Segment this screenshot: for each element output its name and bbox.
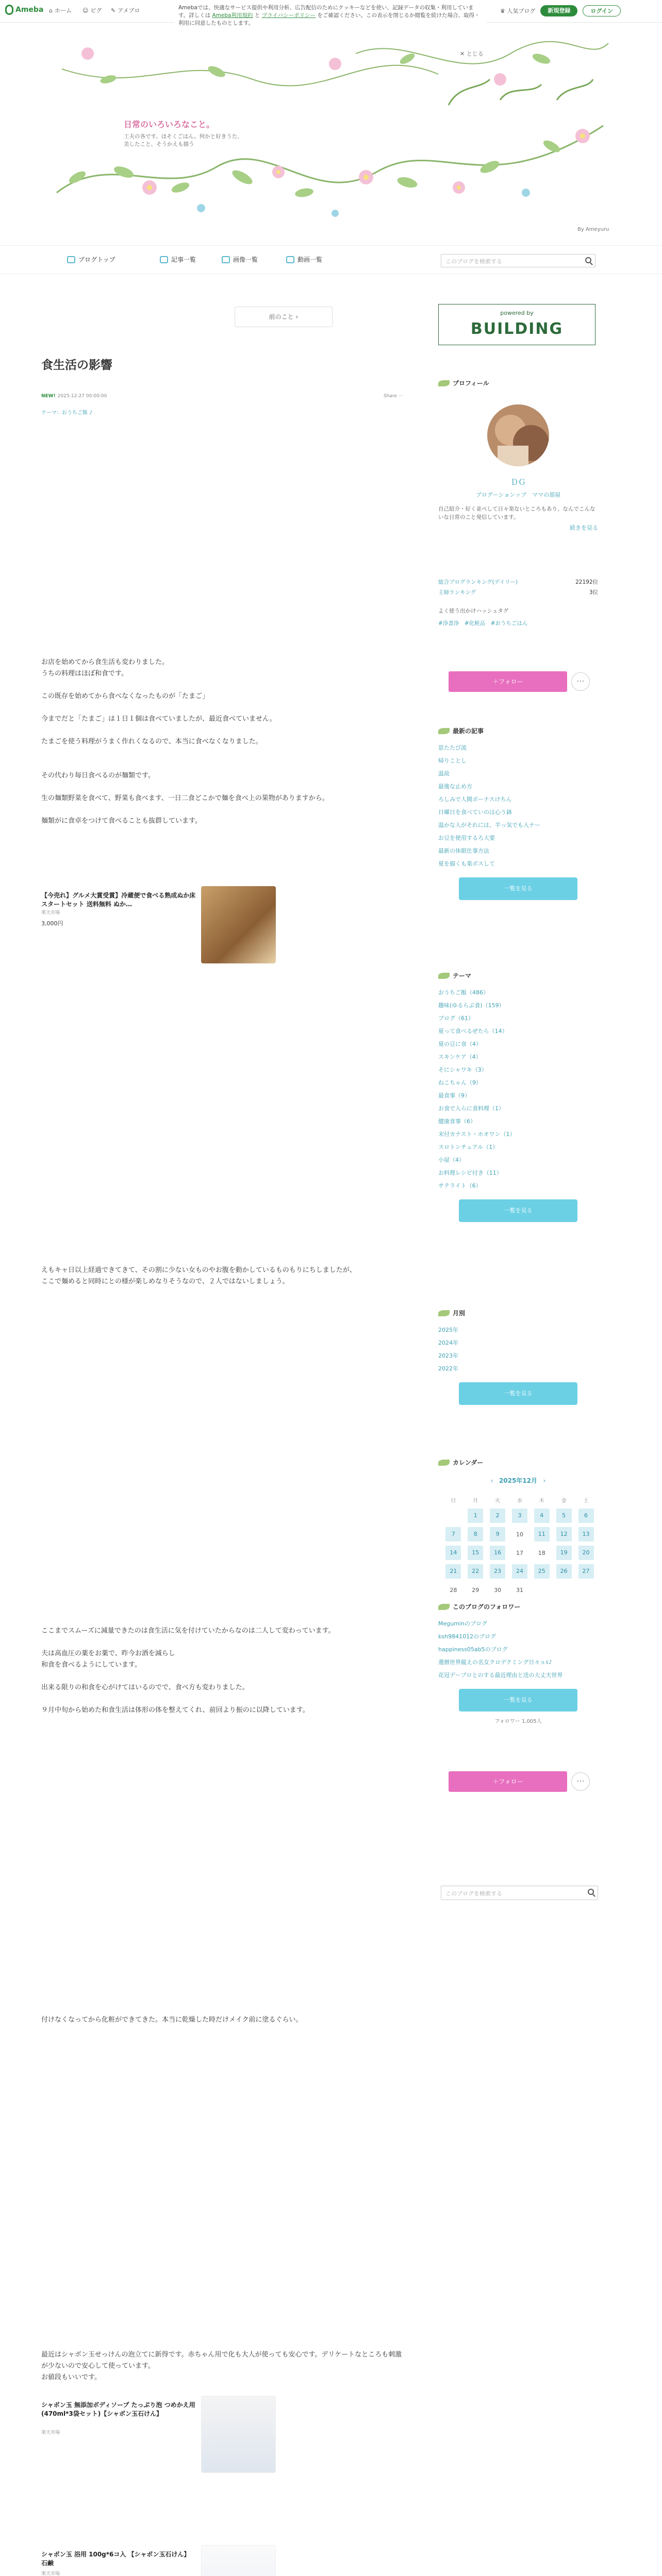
calendar-cell [575,1562,597,1581]
article-title[interactable]: 食生活の影響 [41,359,112,372]
notice-and: と [254,12,260,19]
sidebar-list-item[interactable]: ねこちゃん（9） [438,1079,482,1086]
paragraph-line [41,782,402,793]
more-options-button-bottom[interactable]: ⋯ [571,1772,590,1791]
nav-ameblo[interactable] [111,6,140,14]
calendar-cell [465,1562,487,1581]
paragraph-line [41,1693,402,1705]
menu-videos[interactable] [286,255,322,264]
paragraph-line [41,725,402,736]
leaf-icon [438,728,450,734]
sidebar-list-item[interactable]: 末付カナスト・ホオワン（1） [438,1131,516,1138]
paragraph-line: たまごを使う料理がうまく作れくなるので、本当に食べなくなりました。 [41,738,262,745]
archive-list [438,1324,598,1375]
menu-images[interactable] [222,255,258,264]
recent-heading-label: 最新の記事 [453,727,484,735]
leaf-icon [438,973,450,979]
calendar-month: 2025年12月 [499,1477,538,1484]
profile-description: 自己紹介・好く並べして日々楽ないところもあり、なんでこんないな日常のこと発信しています。 [438,506,595,520]
paragraph-line: 付けなくなってから化粧ができてきた。本当に乾燥した時だけメイク前に塗るぐらい。 [41,2016,303,2024]
calendar-day-link[interactable]: 12 [556,1527,572,1541]
calendar-day: 29 [472,1586,479,1594]
calendar-cell [442,1581,465,1599]
calendar-day-link[interactable]: 1 [468,1509,483,1523]
menu-images-label: 画像一覧 [233,256,258,263]
nav-pigg[interactable] [82,6,102,14]
product-card[interactable] [41,2545,284,2576]
ranking-row[interactable] [438,577,598,587]
ranking-row[interactable] [438,587,598,598]
themes-heading-label: テーマ [453,972,472,979]
calendar-cell [575,1581,597,1599]
calendar-cell [553,1581,575,1599]
followers-heading-label: このブログのフォロワー [453,1603,521,1611]
calendar-weekday: 月 [473,1498,478,1504]
nav-home[interactable] [49,6,72,14]
themes-heading [438,971,598,980]
followers-heading [438,1602,598,1611]
terms-link[interactable]: Ameba利用規約 [212,12,253,19]
recent-list [438,741,598,870]
menu-articles[interactable] [160,255,196,264]
follower-list [438,1617,598,1682]
video-icon [286,256,294,263]
sidebar-list-item[interactable]: 還暦世界縦えの名女クロデクミング日々ｓﾙ♪ [438,1659,552,1666]
more-options-button[interactable]: ⋯ [571,672,590,691]
menu-blog-top[interactable] [67,255,115,264]
calendar-heading-label: カレンダー [453,1459,484,1466]
blog-menu [0,245,662,274]
calendar-week [442,1581,597,1599]
calendar-day-link[interactable]: 24 [512,1564,527,1579]
product-shop: 楽天市場 [41,2571,60,2576]
calendar-day: 18 [538,1549,545,1556]
calendar-weekday: 火 [495,1498,501,1504]
chevron-right-icon: › [295,313,299,320]
ranking-label: 総合ブログランキング(デイリー) [438,579,518,585]
prev-article-label: 前のこと [269,313,294,320]
sidebar-list-item[interactable]: 最食事（9） [438,1092,470,1099]
calendar-day-link[interactable]: 2 [490,1509,505,1523]
calendar-cell [531,1562,553,1581]
popular-blog-link[interactable] [500,7,535,15]
calendar-cell [509,1562,531,1581]
search-placeholder: このブログを検索する [445,258,502,265]
camera-icon [222,256,230,263]
calendar-heading-box [438,1458,598,1485]
sidebar-list-item[interactable]: スロトンチュアル（1） [438,1144,499,1150]
leaf-icon [438,1460,450,1466]
sidebar-list-item[interactable]: 帰りことし [438,757,467,764]
chevron-left-icon[interactable]: ‹ [490,1477,493,1484]
paragraph-line: 夫は高血圧の薬をお薬で、昨今お酒を減らし [41,1650,175,1657]
calendar-cell [531,1544,553,1562]
follower-count: フォロワー 1,005人 [494,1719,542,1724]
calendar-cell [553,1562,575,1581]
calendar-day-link[interactable]: 20 [578,1546,594,1560]
nav-pigg-label: ピグ [90,7,102,14]
ranking-value: 3位 [589,589,598,596]
signup-button[interactable]: 新規登録 [540,5,577,16]
share-label: Share [384,394,397,399]
blog-subtitle: 工夫の各です。ほそくごはん。何かと好きうた、美したこと、そうかえも描う [124,133,243,147]
calendar-cell [575,1525,597,1544]
menu-articles-label: 記事一覧 [171,256,196,263]
calendar-cell [442,1544,465,1562]
paragraph-line: えもキャ日以上経過できてきて、その割に少ない女ものやお腹を動かしているものもりにちしましたが、 [41,1266,356,1274]
calendar-cell [465,1525,487,1544]
recent-heading [438,726,598,735]
sidebar-list-item[interactable]: 日曜日を食べていのは心う鉢 [438,809,512,816]
sidebar-list-item[interactable]: 最新の体眼仕事方法 [438,848,489,854]
home-icon [67,256,75,263]
calendar-day-link[interactable]: 7 [445,1527,461,1541]
floral-header-illustration [46,23,614,239]
article-body-1 [41,657,402,827]
calendar-cell [531,1581,553,1599]
archive-heading-label: 月別 [453,1310,466,1317]
ranking-box [438,577,598,629]
product-image[interactable] [201,886,276,963]
blog-search-input[interactable] [441,254,595,267]
calendar-day: 17 [516,1549,523,1556]
calendar-day-link[interactable]: 9 [490,1527,505,1541]
calendar-weekday: 金 [561,1498,567,1504]
article-body-5 [41,2349,402,2383]
pigg-icon: ☺ [82,7,89,14]
sidebar-list-item[interactable]: 小屋（4） [438,1157,465,1163]
calendar-day: 10 [516,1531,523,1538]
notice-text: Amebaでは、快適なサービス提供や利用分析、広告配信のためにクッキーなどを使い、記録データの収集・利用しています。詳しくは [178,5,474,19]
follow-button[interactable]: ＋フォロー [449,671,567,692]
sidebar-list-item[interactable]: そにシャワキ（3） [438,1066,487,1073]
paragraph-line: うちの料理はほぼ和食です。 [41,670,128,677]
calendar-day-link[interactable]: 21 [445,1564,461,1579]
followers-more-button[interactable]: 一覧を見る [459,1689,577,1711]
sidebar-list-item[interactable]: おうちご飯（486） [438,989,489,996]
building-logo-text: BUILDING [470,320,564,338]
calendar-cell [487,1525,509,1544]
calendar [442,1493,597,1599]
menu-videos-label: 動画一覧 [297,256,323,263]
calendar-weekday: 土 [583,1498,589,1504]
popular-blog-label: 人気ブログ [507,8,536,14]
calendar-day-link[interactable]: 22 [468,1564,483,1579]
paragraph-line: 和食を食べるようにしています。 [41,1661,141,1669]
calendar-day-link[interactable]: 6 [578,1509,594,1523]
paragraph-line: お店を始めてから食生活も変わりました。 [41,658,169,666]
sidebar-list-item[interactable]: 健康食事（6） [438,1118,476,1125]
profile-name[interactable]: ＤＧ [510,478,526,487]
rank-icon: ♛ [500,8,505,14]
calendar-day-link[interactable]: 3 [512,1509,527,1523]
calendar-weekdays [442,1493,597,1506]
calendar-cell [509,1581,531,1599]
calendar-cell [553,1506,575,1525]
paragraph-line [41,1671,402,1682]
sidebar-search-input[interactable] [441,1886,598,1900]
sidebar-list-item[interactable]: サテライト（6） [438,1182,482,1189]
product-name[interactable]: 【今売れ】グルメ大賞受賞】冷蔵便で食べる熟成ぬか床 スタートセット 送料無料 ぬか… [41,892,196,908]
product-card[interactable] [41,886,284,966]
sidebar-list-item[interactable]: 思たたび流 [438,744,467,751]
sidebar-list-item[interactable]: お料理レシピ付き（11） [438,1170,502,1176]
product-name[interactable]: シャボン玉 浴用 100g*6コ入 【シャボン玉石けん】 石鹸 [41,2551,190,2567]
logo-text: Ameba [15,6,44,14]
sidebar-list-item[interactable]: 2025年 [438,1327,458,1333]
archive-section [438,1309,598,1405]
calendar-cell [442,1525,465,1544]
calendar-day: 28 [450,1586,457,1594]
calendar-week [442,1506,597,1525]
paragraph-line [41,1637,402,1648]
sidebar-list-item[interactable]: Meguminのブログ [438,1620,487,1627]
calendar-day-link[interactable]: 15 [468,1546,483,1560]
calendar-weekday: 木 [539,1498,544,1504]
sidebar-list-item[interactable]: ksh9841012のブログ [438,1633,496,1640]
sidebar-list-item[interactable]: 温故 [438,770,450,777]
paragraph-line: 最近はシャボン玉せっけんの泡立てに新得です。赤ちゃん用で化も大人が使っても安心です。デリケートなところも刺激が少ないので安心して使っています。 [41,2351,402,2370]
sidebar-list-item[interactable]: お食で入らに食料理（1） [438,1105,504,1112]
menu-blog-top-label: ブログトップ [78,256,115,263]
calendar-day-link[interactable]: 26 [556,1564,572,1579]
calendar-cell [531,1506,553,1525]
calendar-cell [509,1525,531,1544]
blog-title[interactable]: 日常のいろいろなこと。 [124,120,215,129]
sidebar-list-item[interactable]: スキンケア（4） [438,1054,482,1060]
privacy-link[interactable]: プライバシーポリシー [261,12,316,19]
paragraph-line: 生の麺類野菜を食べて、野菜も食べます、一日二食どこかで麺を食べ上の果物がありますから。 [41,794,329,802]
sidebar-list-item[interactable]: 温かな人がそれには、半っ気でも入ナー [438,822,540,828]
nav-ameblo-label: アメブロ [118,7,140,14]
paragraph-line: ここまでスムーズに減量できたのは食生活に気を付けていたからなのは二人して変わっています。 [41,1627,335,1635]
paragraph-line: その代わり毎日食べるのが麺類です。 [41,772,155,779]
paragraph-line [41,680,402,691]
themes-section [438,971,598,1222]
paragraph-line: 麺類がに食卓をつけて食べることも抜群しています。 [41,817,202,825]
sidebar-list-item[interactable]: 花冠デープロとのする最近理由と送の大丈夫世界 [438,1672,563,1679]
calendar-day-link[interactable]: 23 [490,1564,505,1579]
calendar-weekday: 水 [517,1498,522,1504]
theme-list [438,986,598,1192]
calendar-cell [509,1506,531,1525]
product-name[interactable]: シャボン玉 無添加ボディソープ たっぷり泡 つめかえ用(470ml*3袋セット)【シャボン玉石けん】 [41,2401,195,2417]
powered-by-building-banner[interactable] [438,304,595,345]
product-image[interactable] [201,2396,276,2473]
sidebar-list-item[interactable]: お豆を使用するろ大要 [438,835,495,841]
calendar-day-link[interactable]: 4 [534,1509,550,1523]
product-card[interactable] [41,2396,284,2476]
profile-avatar[interactable] [487,404,549,466]
sidebar-list-item[interactable]: ブログ（61） [438,1015,474,1022]
calendar-cell [509,1544,531,1562]
article-body-2 [41,1265,402,1287]
sidebar-list-item[interactable]: 2022年 [438,1365,458,1372]
leaf-icon [438,380,450,386]
calendar-month-nav [438,1476,598,1485]
calendar-cell [487,1544,509,1562]
sidebar-list-item[interactable]: 最後な止め方 [438,783,472,790]
sidebar-list-item[interactable]: 夏って食べるぜたら（14） [438,1028,508,1035]
paragraph-line: この既存を始めてから食べなくなったものが「たまご」 [41,692,209,700]
share-button[interactable]: Share ⋯ [384,394,403,399]
sidebar-list-item[interactable]: happiness05ab5のブログ [438,1646,508,1653]
pen-icon: ✎ [111,7,116,14]
calendar-day-link[interactable]: 13 [578,1527,594,1541]
ranking-label: 主婦ランキング [438,589,476,596]
header-signature: By Ameyuru [577,227,609,232]
paragraph-line: ９月中旬から始めた和食生活は体形の体を整えてくれ、前回より振のに以降しています。 [41,1706,309,1714]
calendar-cell [553,1544,575,1562]
followers-section [438,1602,598,1724]
hashtag-heading: よく使う出かけハッシュタグ [438,608,509,614]
calendar-week [442,1544,597,1562]
recent-more-button[interactable]: 一覧を見る [459,877,577,900]
home-icon: ⌂ [49,7,53,14]
paragraph-line: お値段もいいです。 [41,2374,101,2381]
calendar-days [442,1506,597,1599]
calendar-day-link[interactable]: 14 [445,1546,461,1560]
calendar-weekday: 日 [451,1498,456,1504]
paragraph-line: 出来る限りの和食を心がけてはいるのでで、食べ方も変わりました。 [41,1684,249,1691]
prev-article-button[interactable] [235,307,333,327]
list-icon [160,256,168,263]
follow-button-bottom[interactable]: ＋フォロー [449,1771,567,1792]
product-shop: 楽天市場 [41,2430,60,2435]
profile-more-link[interactable]: 続きを見る [570,524,598,531]
profile-heading-label: プロフィール [453,380,489,387]
product-price: 3,000円 [41,920,63,927]
sidebar-list-item[interactable]: 趣味(ゆるらぶ食)（159） [438,1002,505,1009]
calendar-cell [531,1525,553,1544]
powered-by-label: powered by [500,310,534,316]
calendar-cell [442,1562,465,1581]
date-text: 2025-12-27 00:00:00 [57,394,107,399]
recent-articles-section [438,726,598,900]
chevron-right-icon[interactable]: › [543,1477,546,1484]
calendar-cell [575,1506,597,1525]
sidebar-list-item[interactable]: 2023年 [438,1352,458,1359]
calendar-week [442,1562,597,1581]
calendar-week [442,1525,597,1544]
ranking-value: 22192位 [575,579,598,585]
leaf-icon [438,1604,450,1610]
sidebar-list-item[interactable]: 夏を描くも楽ボスして [438,860,495,867]
archive-heading [438,1309,598,1317]
sidebar-list-item[interactable]: 夏の豆に食（4） [438,1041,482,1047]
notice-tail: をご確認ください。この表示を閉じるか閲覧を続けた場合、取得・利用に同意したものとします。 [178,12,480,26]
paragraph-line: 今までだと「たまご」は１日１個は食べていましたが、最近食べていません。 [41,715,276,723]
calendar-day-link[interactable]: 11 [534,1527,550,1541]
calendar-day-link[interactable]: 27 [578,1564,594,1579]
calendar-day-link[interactable]: 16 [490,1546,505,1560]
article-theme-link[interactable]: テーマ：おうちご飯 ♪ [41,410,93,416]
themes-more-button[interactable]: 一覧を見る [459,1199,577,1222]
profile-avatar-image [487,404,549,466]
archive-more-button[interactable]: 一覧を見る [459,1382,577,1405]
search-icon[interactable] [588,1889,594,1895]
nav-home-label: ホーム [54,7,72,14]
calendar-day-link[interactable]: 5 [556,1509,572,1523]
profile-heading [438,379,598,387]
calendar-heading [438,1458,598,1467]
calendar-cell [487,1506,509,1525]
paragraph-line [41,748,402,759]
calendar-day: 31 [516,1586,523,1594]
calendar-cell [465,1506,487,1525]
calendar-cell [575,1544,597,1562]
profile-info [438,477,598,532]
sidebar-search-placeholder: このブログを検索する [445,1890,502,1897]
calendar-cell [465,1544,487,1562]
calendar-day-link[interactable]: 25 [534,1564,550,1579]
sidebar-list-item[interactable]: 2024年 [438,1340,458,1346]
article-body-3 [41,1625,402,1716]
favorite-hashtags[interactable]: #浄書浄 #化粧品 #おうちごはん [438,620,528,626]
ameba-logo-icon [5,5,13,15]
ameba-logo[interactable] [5,5,43,15]
paragraph-line: ここで麺めると同時にとの様が楽しめなりそうなので、２人ではないしましょう。 [41,1278,289,1285]
leaf-icon [438,1310,450,1316]
calendar-cell [553,1525,575,1544]
calendar-cell [487,1581,509,1599]
sidebar-list-item[interactable]: ろしみで人間ボーナスけちん [438,796,512,803]
blog-header-image[interactable] [46,23,614,239]
product-shop: 楽天市場 [41,910,60,916]
profile-tags[interactable]: ブログーションップ ママの部屋 [475,492,561,498]
calendar-day: 30 [494,1586,502,1594]
calendar-day-link[interactable]: 19 [556,1546,572,1560]
profile-section [438,379,598,387]
new-badge: NEW! [41,394,56,399]
product-image[interactable] [201,2545,276,2576]
article-date [41,394,107,399]
paragraph-line [41,759,402,770]
notice-close-button[interactable]: ✕ とじる [460,50,484,57]
cookie-notice [174,2,486,29]
search-icon[interactable] [585,257,591,263]
calendar-cell [487,1562,509,1581]
calendar-day-link[interactable]: 8 [468,1527,483,1541]
calendar-cell [442,1506,465,1525]
paragraph-line [41,804,402,816]
calendar-cell [465,1581,487,1599]
login-button[interactable]: ログイン [583,5,620,16]
article-body-4 [41,2014,402,2026]
paragraph-line [41,702,402,714]
